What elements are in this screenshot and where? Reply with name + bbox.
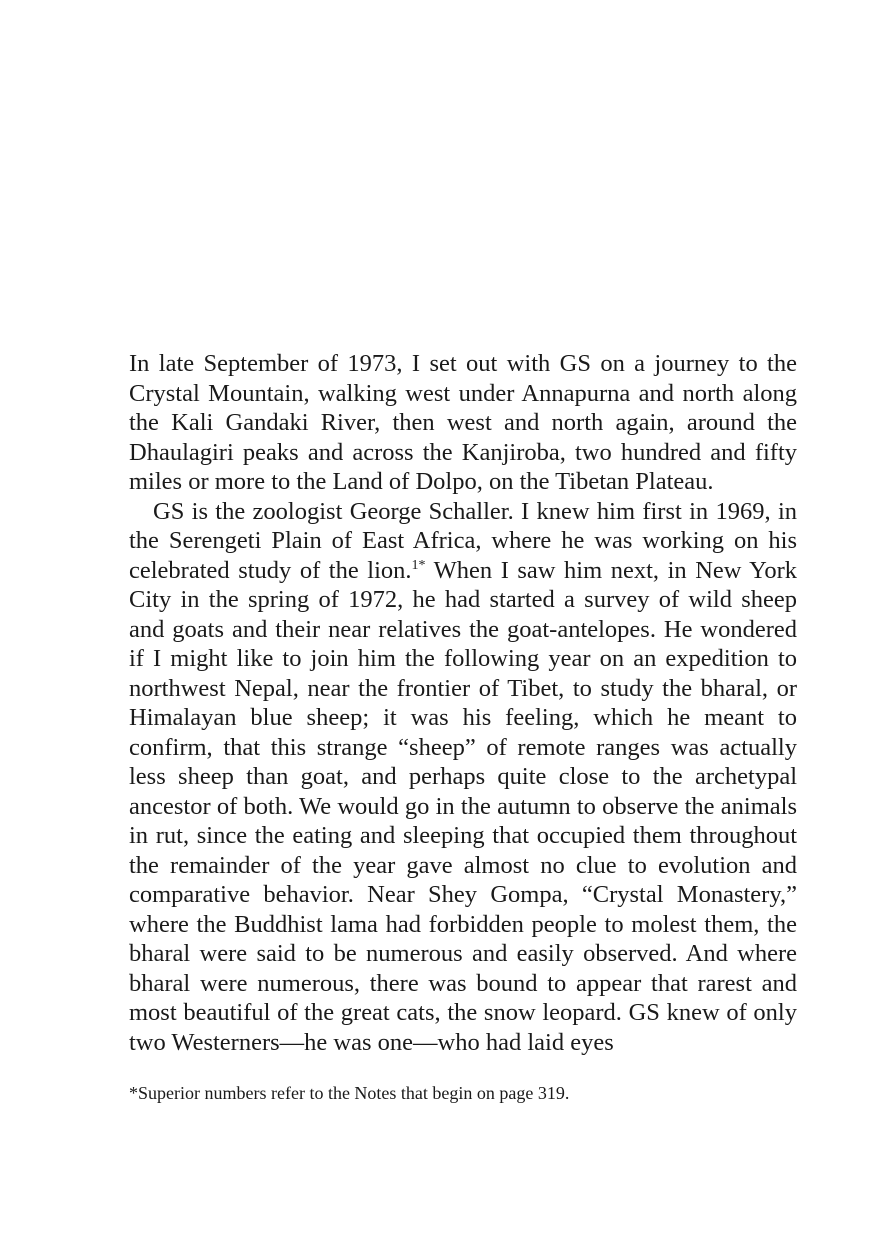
footnote-reference: 1* [411, 557, 426, 573]
paragraph-1: In late September of 1973, I set out with GS on a journey to the Crystal Mountain, walking west under Annapurna and north along the Kali Gandaki River, then west and north again, around the Dhaulagiri peaks and across the Kanjiroba, two hundred and fifty miles or more to the Land of Dolpo, on the Tibetan Plateau. [129, 350, 797, 495]
paragraph-2 [129, 497, 797, 1058]
footnote: *Superior numbers refer to the Notes that begin on page 319. [129, 1083, 570, 1103]
paragraph-2-text-start: GS is the zoologist George Schaller. I knew him first in 1969, in the Serengeti Plain of East Africa, where he was working on his celebrated study of the lion. [129, 497, 797, 584]
paragraph-2-text-end: When I saw him next, in New York City in the spring of 1972, he had started a survey of wild sheep and goats and their near relatives the goat-antelopes. He wondered if I might like to join him the following year on an expedition to northwest Nepal, near the frontier of Tibet, to study the bharal, or Himalayan blue sheep; it was his feeling, which he meant to confirm, that this strange “sheep” of remote ranges was actually less sheep than goat, and perhaps quite close to the archetypal ancestor of both. We would go in the autumn to observe the animals in rut, since the eating and sleeping that occupied them throughout the remainder of the year gave almost no clue to evolution and comparative behavior. Near Shey Gompa, “Crystal Monastery,” where the Buddhist lama had forbidden people to molest them, the bharal were said to be numerous and easily observed. And where bharal were numerous, there was bound to appear that rarest and most beautiful of the great cats, the snow leopard. GS knew of only two Westerners—he was one—who had laid eyes [129, 556, 797, 1056]
body-text [129, 349, 797, 1057]
